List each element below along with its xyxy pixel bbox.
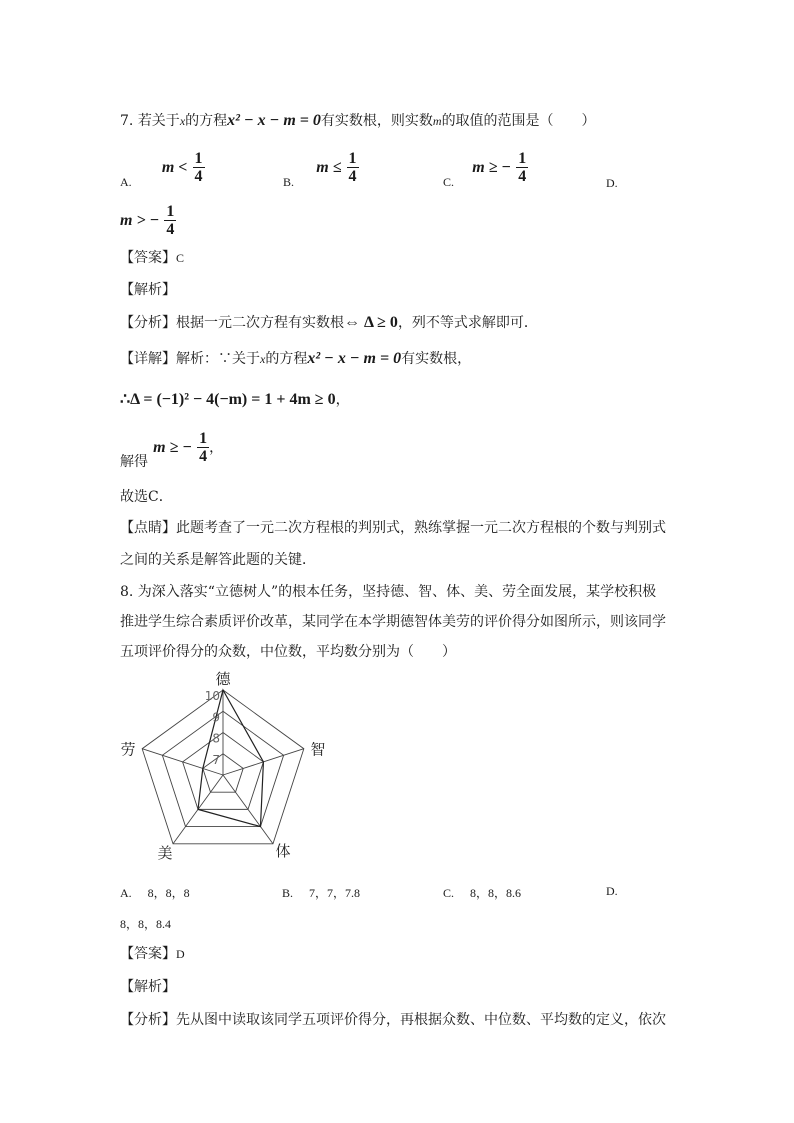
- radar-tick-label: 10: [204, 689, 220, 703]
- radar-category-label: 体: [275, 841, 291, 860]
- q8-line-1: 8. 为深入落实“立德树人”的根本任务，坚持德、智、体、美、劳全面发展，某学校积极: [120, 584, 657, 600]
- option-lhs: m ≥ −: [472, 159, 512, 176]
- answer-label: 【答案】: [120, 250, 176, 266]
- option-value: 7，7，7.8: [309, 886, 361, 900]
- option-label: A.: [120, 175, 132, 189]
- option-label: A.: [120, 886, 132, 900]
- fraction: $\frac{1}{4}$: [348, 150, 357, 185]
- option-label: D.: [606, 176, 618, 190]
- q7-dianjing: [120, 518, 666, 538]
- delta-tail: ，: [335, 392, 350, 408]
- fraction: $\frac{1}{4}$: [518, 150, 527, 185]
- q7-option-c[interactable]: [443, 150, 528, 189]
- dianjing-text-1: 此题考查了一元二次方程根的判别式，熟练掌握一元二次方程根的个数与判别式: [176, 520, 666, 536]
- fenxi-math: ⇔ Δ ≥ 0: [344, 314, 398, 331]
- q7-fenxi: [120, 313, 538, 333]
- radar-tick-label: 7: [212, 752, 220, 767]
- fraction: $\frac{1}{4}$: [199, 430, 208, 465]
- q7-stem-c: 有实数根，则实数: [320, 113, 433, 129]
- radar-category-label: 德: [215, 670, 231, 688]
- q8-line-2: 推进学生综合素质评价改革，某同学在本学期德智体美劳的评价得分如图所示，则该同学: [120, 614, 666, 630]
- option-label: B.: [283, 175, 295, 189]
- option-value: 8，8，8.4: [120, 917, 172, 931]
- q7-equation: x² − x − m = 0: [227, 112, 321, 129]
- fenxi-text-a: 根据一元二次方程有实数根: [176, 315, 344, 331]
- q7-number: 7.: [120, 113, 134, 129]
- jiede-tail: ，: [209, 440, 224, 456]
- q8-line-3: 五项评价得分的众数，中位数，平均数分别为（ ）: [120, 644, 456, 660]
- q8-option-c[interactable]: [443, 884, 521, 901]
- radar-tick-labels: [205, 689, 220, 767]
- q8-fenxi: [120, 1010, 666, 1030]
- fenxi-label: 【分析】: [120, 315, 176, 331]
- fraction: $\frac{1}{4}$: [194, 150, 203, 185]
- delta-expression: ∴Δ = (−1)² − 4(−m) = 1 + 4m ≥ 0: [120, 391, 336, 408]
- xiangjie-equation: x² − x − m = 0: [307, 350, 402, 367]
- fenxi-text: 先从图中读取该同学五项评价得分，再根据众数、中位数、平均数的定义，依次: [176, 1012, 666, 1028]
- q8-option-b[interactable]: [282, 884, 360, 901]
- radar-category-label: 智: [310, 740, 326, 759]
- option-label: C.: [443, 886, 455, 900]
- option-value: 8，8，8: [147, 886, 190, 900]
- answer-value: D: [176, 947, 185, 961]
- jiede-lhs: m ≥ −: [153, 439, 193, 456]
- q8-option-d-value[interactable]: [120, 915, 171, 932]
- q7-answer: [120, 248, 184, 268]
- q8-option-a[interactable]: [120, 884, 190, 901]
- option-lhs: m ≤: [316, 159, 342, 176]
- q8-answer: [120, 944, 185, 964]
- radar-tick-label: 9: [212, 710, 220, 725]
- option-lhs: m <: [161, 159, 188, 176]
- option-label: B.: [282, 886, 294, 900]
- xiangjie-text-a: 解析：∵关于: [176, 351, 260, 367]
- option-label: C.: [443, 175, 455, 189]
- q7-stem-a: 若关于: [137, 113, 180, 129]
- q7-option-d-value[interactable]: [120, 203, 176, 238]
- radar-tick-label: 8: [212, 731, 220, 746]
- radar-category-label: 劳: [120, 740, 136, 759]
- q7-stem-d: 的取值的范围是（ ）: [441, 113, 596, 129]
- xiangjie-var-x: x: [260, 352, 266, 366]
- dianjing-label: 【点睛】: [120, 520, 176, 536]
- radar-series-polygon: [198, 690, 263, 827]
- xiangjie-text-b: 的方程: [265, 351, 308, 367]
- q7-option-b[interactable]: [283, 150, 359, 189]
- radar-category-label: 美: [157, 843, 173, 862]
- q8-option-d-label[interactable]: [606, 884, 618, 899]
- fraction: $\frac{1}{4}$: [166, 203, 175, 238]
- answer-label: 【答案】: [120, 946, 176, 962]
- option-value: 8，8，8.6: [470, 886, 522, 900]
- q7-option-a[interactable]: [120, 150, 205, 189]
- q8-analysis-label: 【解析】: [120, 979, 176, 995]
- answer-value: C: [176, 251, 185, 265]
- q7-var-x: x: [179, 114, 186, 128]
- q7-xiangjie: [120, 349, 471, 369]
- q7-option-d-label[interactable]: [606, 176, 618, 191]
- q7-analysis-label: 【解析】: [120, 282, 176, 298]
- q7-dianjing-2: 之间的关系是解答此题的关键．: [120, 552, 316, 568]
- jiede-label: 解得: [120, 454, 148, 470]
- fenxi-text-b: ，列不等式求解即可．: [397, 315, 538, 331]
- fenxi-label: 【分析】: [120, 1012, 176, 1028]
- q7-jiede: [120, 430, 224, 470]
- q7-stem-b: 的方程: [185, 113, 228, 129]
- q7-var-m: m: [432, 114, 442, 128]
- xiangjie-label: 【详解】: [120, 351, 176, 367]
- q7-guxuan: 故选C．: [120, 489, 173, 505]
- q7-stem: [120, 111, 596, 131]
- option-lhs: m > −: [120, 212, 160, 229]
- xiangjie-text-c: 有实数根，: [401, 351, 472, 367]
- q7-delta-line: [120, 390, 350, 410]
- radar-chart: [110, 670, 340, 875]
- option-label: D.: [606, 884, 618, 898]
- radar-axis-line: [142, 749, 223, 775]
